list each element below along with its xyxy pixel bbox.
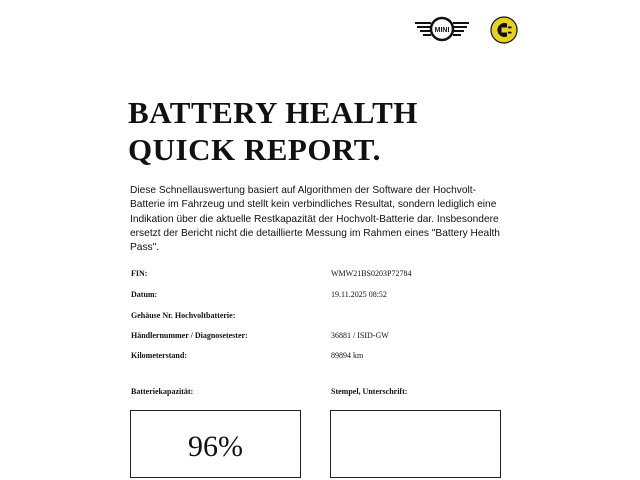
field-value-haendlernummer: 36881 / ISID-GW <box>331 331 389 340</box>
field-value-kilometerstand: 89894 km <box>331 351 364 360</box>
field-label-kilometerstand: Kilometerstand: <box>131 351 187 360</box>
report-title-line-1: BATTERY HEALTH <box>128 95 418 130</box>
field-label-gehaeuse-nr: Gehäuse Nr. Hochvoltbatterie: <box>131 311 236 320</box>
report-title <box>128 94 418 168</box>
mini-logo-text: MINI <box>434 26 450 34</box>
battery-capacity-label: Batteriekapazität: <box>131 387 194 396</box>
battery-capacity-box <box>130 410 301 478</box>
field-label-haendlernummer: Händlernummer / Diagnosetester: <box>131 331 248 340</box>
electric-plug-icon <box>490 16 518 44</box>
intro-paragraph: Diese Schnellauswertung basiert auf Algorithmen der Software der Hochvolt-Batterie im Fahrzeug und stellt kein verbindliches Resultat, sondern lediglich eine Indikation über die aktuelle Restkapazität der Hochvolt-Batterie dar. Insbesondere ersetzt der Bericht nicht die detaillierte Messung im Rahmen eines "Battery Health Pass". <box>130 185 500 254</box>
mini-logo <box>414 15 470 43</box>
battery-capacity-value: 96% <box>188 430 243 463</box>
field-value-datum: 19.11.2025 08:52 <box>331 290 387 299</box>
stamp-signature-label: Stempel, Unterschrift: <box>331 387 408 396</box>
report-title-line-2: QUICK REPORT. <box>128 132 381 167</box>
stamp-signature-box <box>330 410 501 478</box>
field-label-fin: FIN: <box>131 269 148 278</box>
field-label-datum: Datum: <box>131 290 158 299</box>
field-value-fin: WMW21BS0203P72784 <box>331 269 412 278</box>
